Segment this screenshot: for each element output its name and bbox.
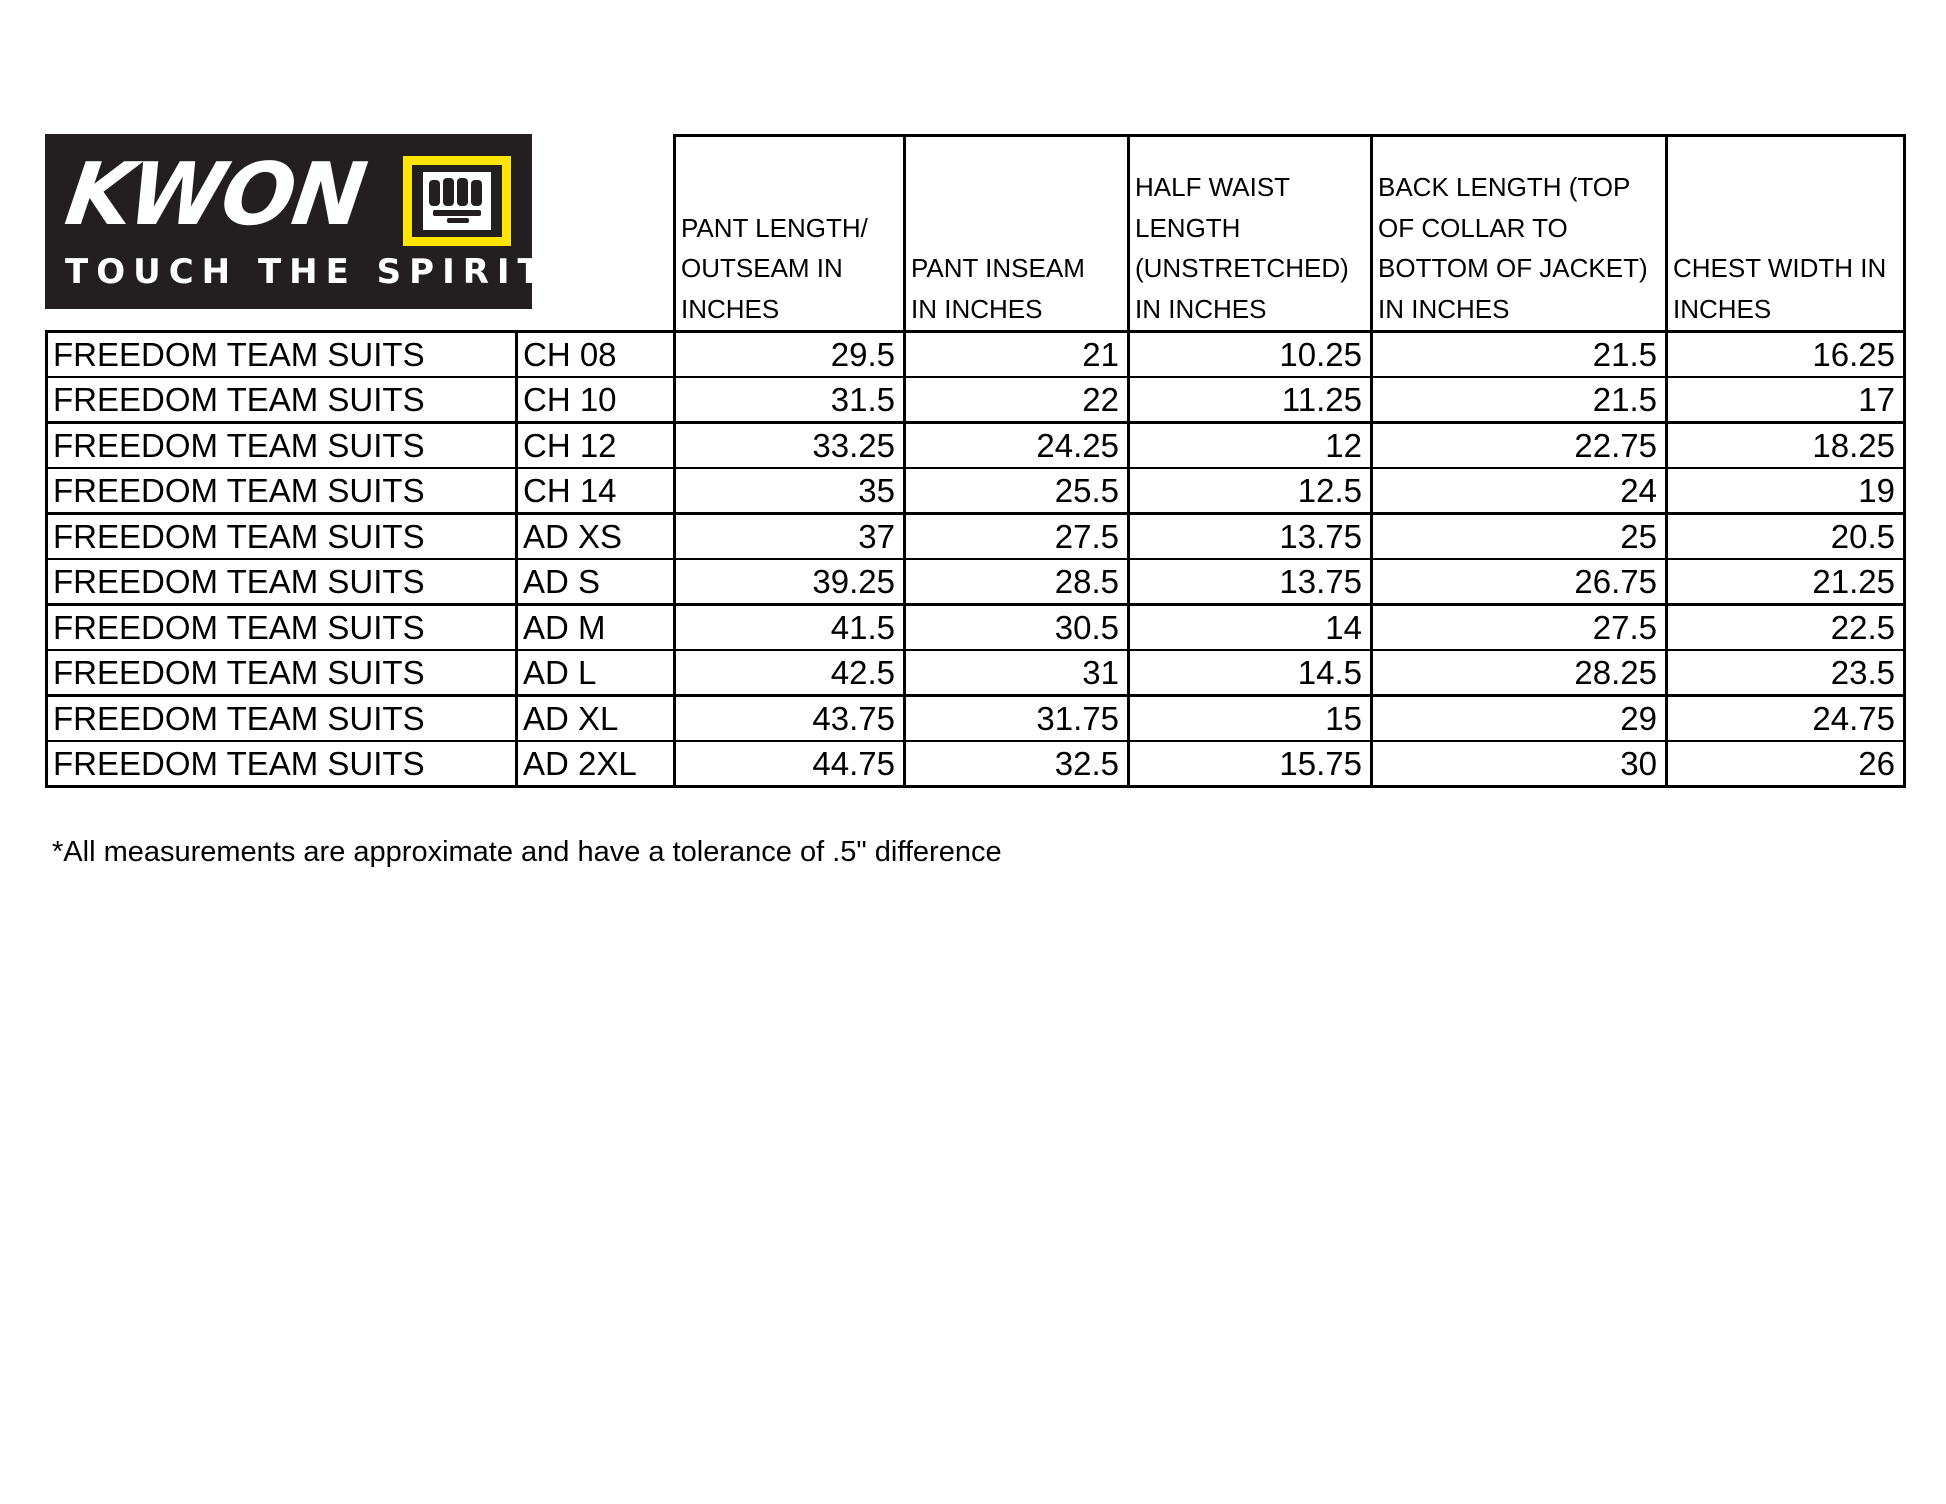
column-header: HALF WAIST LENGTH (UNSTRETCHED) IN INCHES bbox=[1135, 172, 1349, 324]
measurement-cell: 24.25 bbox=[1036, 426, 1119, 464]
product-name-cell: FREEDOM TEAM SUITS bbox=[53, 699, 425, 737]
measurement-cell: 43.75 bbox=[812, 699, 895, 737]
column-header: PANT LENGTH/ OUTSEAM IN INCHES bbox=[681, 212, 868, 324]
measurement-cell: 18.25 bbox=[1812, 426, 1895, 464]
measurement-cell: 37 bbox=[858, 517, 895, 555]
measurement-cell: 33.25 bbox=[812, 426, 895, 464]
measurement-cell: 21 bbox=[1082, 335, 1119, 373]
measurement-footnote: *All measurements are approximate and have a tolerance of .5" difference bbox=[52, 836, 1002, 868]
size-cell: CH 08 bbox=[523, 335, 617, 373]
measurement-cell: 22 bbox=[1082, 381, 1119, 418]
product-name-cell: FREEDOM TEAM SUITS bbox=[53, 654, 425, 691]
measurement-cell: 10.25 bbox=[1279, 335, 1362, 373]
measurement-cell: 26 bbox=[1858, 745, 1895, 782]
header-column-divider bbox=[1665, 134, 1668, 330]
header-column-divider bbox=[1903, 134, 1906, 330]
column-divider bbox=[515, 330, 518, 788]
measurement-cell: 21.5 bbox=[1592, 335, 1657, 373]
measurement-cell: 14 bbox=[1325, 608, 1362, 646]
fist-icon bbox=[403, 156, 511, 246]
product-name-cell: FREEDOM TEAM SUITS bbox=[53, 472, 425, 509]
measurement-cell: 31.75 bbox=[1036, 699, 1119, 737]
measurement-cell: 15.75 bbox=[1279, 745, 1362, 782]
measurement-cell: 30.5 bbox=[1054, 608, 1119, 646]
measurement-cell: 19 bbox=[1858, 472, 1895, 509]
measurement-cell: 13.75 bbox=[1279, 563, 1362, 600]
column-divider bbox=[903, 330, 906, 788]
size-cell: AD 2XL bbox=[523, 745, 637, 782]
logo-tagline: TOUCH THE SPIRIT bbox=[65, 252, 549, 292]
measurement-cell: 13.75 bbox=[1279, 517, 1362, 555]
product-name-cell: FREEDOM TEAM SUITS bbox=[53, 335, 425, 373]
header-column-divider bbox=[1127, 134, 1130, 330]
measurement-cell: 35 bbox=[858, 472, 895, 509]
size-cell: AD XS bbox=[523, 517, 623, 555]
measurement-cell: 28.5 bbox=[1054, 563, 1119, 600]
size-cell: AD M bbox=[523, 608, 606, 646]
measurement-cell: 32.5 bbox=[1054, 745, 1119, 782]
measurement-cell: 21.5 bbox=[1592, 381, 1657, 418]
size-cell: AD XL bbox=[523, 699, 619, 737]
measurement-cell: 26.75 bbox=[1574, 563, 1657, 600]
product-name-cell: FREEDOM TEAM SUITS bbox=[53, 517, 425, 555]
measurement-cell: 29.5 bbox=[830, 335, 895, 373]
measurement-cell: 44.75 bbox=[812, 745, 895, 782]
size-cell: CH 12 bbox=[523, 426, 617, 464]
measurement-cell: 15 bbox=[1325, 699, 1362, 737]
measurement-cell: 28.25 bbox=[1574, 654, 1657, 691]
column-divider bbox=[45, 330, 48, 788]
size-cell: CH 10 bbox=[523, 381, 617, 418]
measurement-cell: 17 bbox=[1858, 381, 1895, 418]
column-divider bbox=[1370, 330, 1373, 788]
product-name-cell: FREEDOM TEAM SUITS bbox=[53, 563, 425, 600]
column-divider bbox=[1127, 330, 1130, 788]
measurement-cell: 12 bbox=[1325, 426, 1362, 464]
kwon-logo bbox=[45, 134, 549, 309]
measurement-cell: 42.5 bbox=[830, 654, 895, 691]
measurement-cell: 27.5 bbox=[1592, 608, 1657, 646]
measurement-cell: 29 bbox=[1620, 699, 1657, 737]
header-column-divider bbox=[903, 134, 906, 330]
column-header: PANT INSEAM IN INCHES bbox=[911, 253, 1085, 324]
header-top-border bbox=[673, 134, 1906, 137]
measurement-cell: 22.75 bbox=[1574, 426, 1657, 464]
logo-brand-text: KWON bbox=[59, 145, 371, 245]
size-cell: CH 14 bbox=[523, 472, 617, 509]
header-column-divider bbox=[673, 134, 676, 330]
measurement-cell: 11.25 bbox=[1281, 381, 1362, 418]
measurement-cell: 39.25 bbox=[812, 563, 895, 600]
measurement-cell: 31 bbox=[1082, 654, 1119, 691]
column-header: CHEST WIDTH IN INCHES bbox=[1673, 253, 1887, 324]
measurement-cell: 21.25 bbox=[1812, 563, 1895, 600]
product-name-cell: FREEDOM TEAM SUITS bbox=[53, 381, 425, 418]
size-cell: AD S bbox=[523, 563, 601, 600]
measurement-cell: 41.5 bbox=[830, 608, 895, 646]
measurement-cell: 14.5 bbox=[1297, 654, 1362, 691]
measurement-cell: 31.5 bbox=[830, 381, 895, 418]
measurement-cell: 30 bbox=[1620, 745, 1657, 782]
header-column-divider bbox=[1370, 134, 1373, 330]
column-header: BACK LENGTH (TOP OF COLLAR TO BOTTOM OF JACKET) IN INCHES bbox=[1378, 172, 1648, 324]
measurement-cell: 24.75 bbox=[1812, 699, 1895, 737]
column-divider bbox=[1903, 330, 1906, 788]
measurement-cell: 24 bbox=[1620, 472, 1657, 509]
size-cell: AD L bbox=[523, 654, 597, 691]
measurement-cell: 27.5 bbox=[1054, 517, 1119, 555]
measurement-cell: 12.5 bbox=[1297, 472, 1362, 509]
measurement-cell: 25 bbox=[1620, 517, 1657, 555]
column-divider bbox=[1665, 330, 1668, 788]
column-divider bbox=[673, 330, 676, 788]
product-name-cell: FREEDOM TEAM SUITS bbox=[53, 745, 425, 782]
measurement-cell: 22.5 bbox=[1830, 608, 1895, 646]
measurement-cell: 16.25 bbox=[1812, 335, 1895, 373]
product-name-cell: FREEDOM TEAM SUITS bbox=[53, 608, 425, 646]
measurement-cell: 25.5 bbox=[1054, 472, 1119, 509]
measurement-cell: 23.5 bbox=[1830, 654, 1895, 691]
measurement-cell: 20.5 bbox=[1830, 517, 1895, 555]
product-name-cell: FREEDOM TEAM SUITS bbox=[53, 426, 425, 464]
